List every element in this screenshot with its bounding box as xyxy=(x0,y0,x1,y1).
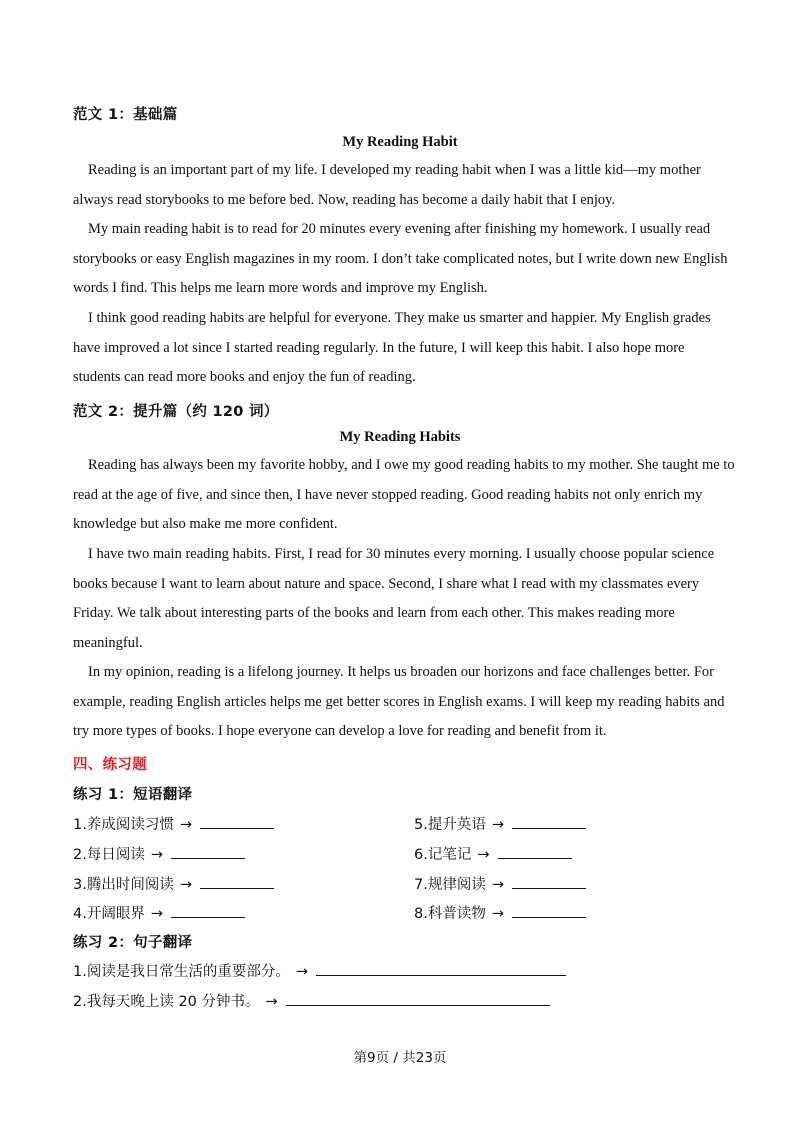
sample1-paragraph-2: My main reading habit is to read for 20 minutes every evening after finishing my homework. I usually read storybooks or easy English magazines in my room. I don’t take complicated notes, but I write down new English words I find. This helps me learn more words and improve my English. xyxy=(73,221,728,297)
sentence-item xyxy=(73,960,566,981)
phrase-item xyxy=(73,902,245,923)
sample1-heading: 范文 1：基础篇 xyxy=(73,107,178,123)
sentence-text: 1.阅读是我日常生活的重要部分。 xyxy=(73,964,290,980)
page-footer: 第9页 / 共23页 xyxy=(353,1050,447,1066)
answer-blank[interactable] xyxy=(512,905,586,918)
arrow-icon: → xyxy=(150,906,163,922)
answer-blank[interactable] xyxy=(512,816,586,829)
arrow-icon: → xyxy=(491,906,504,922)
exercises-heading: 四、练习题 xyxy=(73,757,147,773)
phrase-text: 3.腾出时间阅读 xyxy=(73,877,174,893)
phrase-text: 7.规律阅读 xyxy=(414,877,486,893)
phrase-text: 2.每日阅读 xyxy=(73,847,145,863)
sample2-paragraph-2: I have two main reading habits. First, I read for 30 minutes every morning. I usually choose popular science books because I want to learn about nature and space. Second, I share what I read with my classmates every Friday. We talk about interesting parts of the books and learn from each other. This makes reading more meaningful. xyxy=(73,546,715,651)
arrow-icon: → xyxy=(491,817,504,833)
sample1-paragraph-3: I think good reading habits are helpful for everyone. They make us smarter and happier. My English grades have improved a lot since I started reading regularly. In the future, I will keep this habit. I also hope more students can read more books and enjoy the fun of reading. xyxy=(73,310,711,386)
answer-blank[interactable] xyxy=(171,905,245,918)
exercise2-heading: 练习 2：句子翻译 xyxy=(73,935,193,951)
arrow-icon: → xyxy=(179,817,192,833)
sample2-paragraph-3: In my opinion, reading is a lifelong journey. It helps us broaden our horizons and face challenges better. For example, reading English articles helps me get better scores in English exams. I will keep my reading habits and try more types of books. I hope everyone can develop a love for reading and benefit from it. xyxy=(73,664,725,740)
answer-blank[interactable] xyxy=(200,816,274,829)
answer-blank[interactable] xyxy=(316,963,566,976)
answer-blank[interactable] xyxy=(171,846,245,859)
sentence-text: 2.我每天晚上读 20 分钟书。 xyxy=(73,994,260,1010)
answer-blank[interactable] xyxy=(200,876,274,889)
phrase-item xyxy=(73,843,245,864)
phrase-item xyxy=(414,813,586,834)
arrow-icon: → xyxy=(477,847,490,863)
phrase-item xyxy=(414,873,586,894)
phrase-item xyxy=(73,873,274,894)
sample1-title: My Reading Habit xyxy=(342,134,458,150)
phrase-text: 6.记笔记 xyxy=(414,847,472,863)
arrow-icon: → xyxy=(179,877,192,893)
phrase-text: 5.提升英语 xyxy=(414,817,486,833)
arrow-icon: → xyxy=(150,847,163,863)
arrow-icon: → xyxy=(491,877,504,893)
sample2-paragraph-1: Reading has always been my favorite hobby, and I owe my good reading habits to my mother. She taught me to read at the age of five, and since then, I have never stopped reading. Good reading habits not only enrich my knowledge but also make me more confident. xyxy=(73,457,735,533)
sample1-paragraph-1: Reading is an important part of my life. I developed my reading habit when I was a little kid—my mother always read storybooks to me before bed. Now, reading has become a daily habit that I enjoy. xyxy=(73,162,701,208)
exercise1-heading: 练习 1：短语翻译 xyxy=(73,787,193,803)
phrase-item xyxy=(73,813,274,834)
answer-blank[interactable] xyxy=(286,993,550,1006)
arrow-icon: → xyxy=(265,994,278,1010)
sample2-heading: 范文 2：提升篇（约 120 词） xyxy=(73,404,279,420)
answer-blank[interactable] xyxy=(498,846,572,859)
answer-blank[interactable] xyxy=(512,876,586,889)
phrase-item xyxy=(414,843,572,864)
phrase-item xyxy=(414,902,586,923)
sentence-item xyxy=(73,990,550,1011)
phrase-text: 4.开阔眼界 xyxy=(73,906,145,922)
phrase-text: 8.科普读物 xyxy=(414,906,486,922)
sample2-title: My Reading Habits xyxy=(339,429,461,445)
arrow-icon: → xyxy=(295,964,308,980)
phrase-text: 1.养成阅读习惯 xyxy=(73,817,174,833)
